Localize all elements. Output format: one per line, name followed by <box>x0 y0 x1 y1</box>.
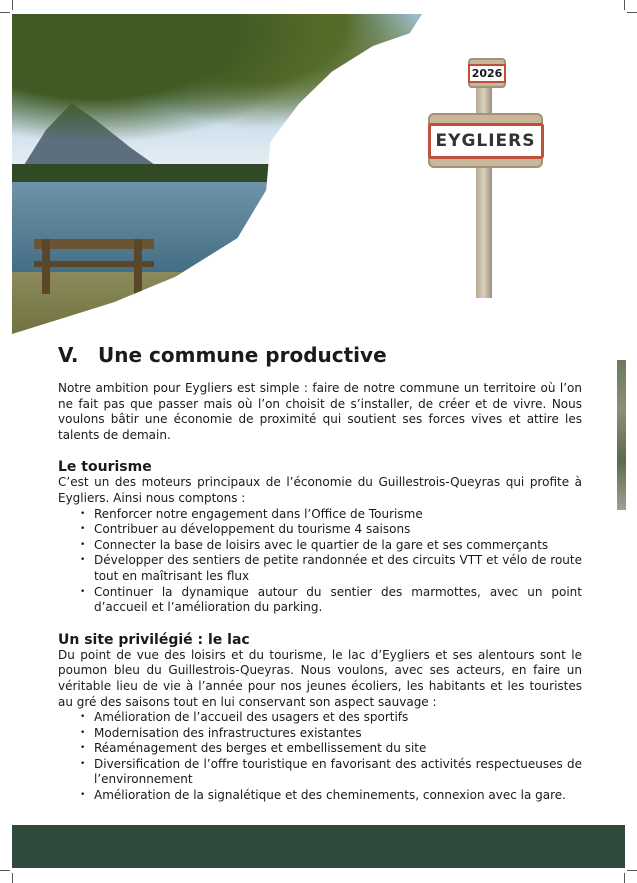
list-item: • Contribuer au développement du tourisme 4 saisons <box>80 522 582 538</box>
list-item: • Continuer la dynamique autour du sentier des marmottes, avec un point d’accueil et l’amélioration du parking. <box>80 585 582 616</box>
section-title: Une commune productive <box>98 343 387 367</box>
town-sign <box>428 58 543 298</box>
lac-list <box>80 710 582 804</box>
intro-paragraph: Notre ambition pour Eygliers est simple : faire de notre commune un territoire où l’on ne fait pas que passer mais où l’on choisit de s’installer, de créer et de vivre. Nous voulons bâtir une économie de proximité qui soutient ses forces vives et attire les talents de demain. <box>58 381 582 442</box>
section-number: V. <box>58 343 79 367</box>
tourisme-paragraph: C’est un des moteurs principaux de l’économie du Guillestrois-Queyras qui profite à Eygliers. Ainsi nous comptons : <box>58 475 582 505</box>
heading-lac: Un site privilégié : le lac <box>58 631 250 648</box>
crop-mark <box>0 870 10 871</box>
list-item: • Développer des sentiers de petite randonnée et des circuits VTT et vélo de route tout en maîtrisant les flux <box>80 553 582 584</box>
list-item: • Réaménagement des berges et embellissement du site <box>80 741 582 757</box>
page-title <box>58 343 582 367</box>
heading-tourisme: Le tourisme <box>58 459 152 476</box>
crop-mark <box>12 873 13 883</box>
list-item: • Connecter la base de loisirs avec le quartier de la gare et ses commerçants <box>80 538 582 554</box>
sign-name: EYGLIERS <box>428 123 544 159</box>
list-item: • Diversification de l’offre touristique en favorisant des activités respectueuses de l’environnement <box>80 757 582 788</box>
lac-paragraph: Du point de vue des loisirs et du tourisme, le lac d’Eygliers et ses alentours sont le poumon bleu du Guillestrois-Queyras. Nous voulons, avec ses acteurs, en faire un véritable lieu de vie à l’année pour nos jeunes écoliers, les habitants et les touristes au gré des saisons tout en lui conservant son aspect sauvage : <box>58 647 582 709</box>
crop-mark <box>0 12 10 13</box>
lake-photo <box>12 14 422 334</box>
footer-band <box>12 825 625 868</box>
edge-image-strip <box>617 360 626 510</box>
sign-year: 2026 <box>468 64 507 83</box>
bench <box>34 239 154 294</box>
crop-mark <box>624 873 625 883</box>
crop-mark <box>627 12 637 13</box>
crop-mark <box>624 0 625 10</box>
main-content <box>58 343 582 804</box>
list-item: • Amélioration de la signalétique et des cheminements, connexion avec la gare. <box>80 788 582 804</box>
tourisme-list <box>80 507 582 616</box>
crop-mark <box>12 0 13 10</box>
crop-mark <box>627 870 637 871</box>
list-item: • Modernisation des infrastructures existantes <box>80 726 582 742</box>
list-item: • Amélioration de l’accueil des usagers et des sportifs <box>80 710 582 726</box>
list-item: • Renforcer notre engagement dans l’Office de Tourisme <box>80 507 582 523</box>
